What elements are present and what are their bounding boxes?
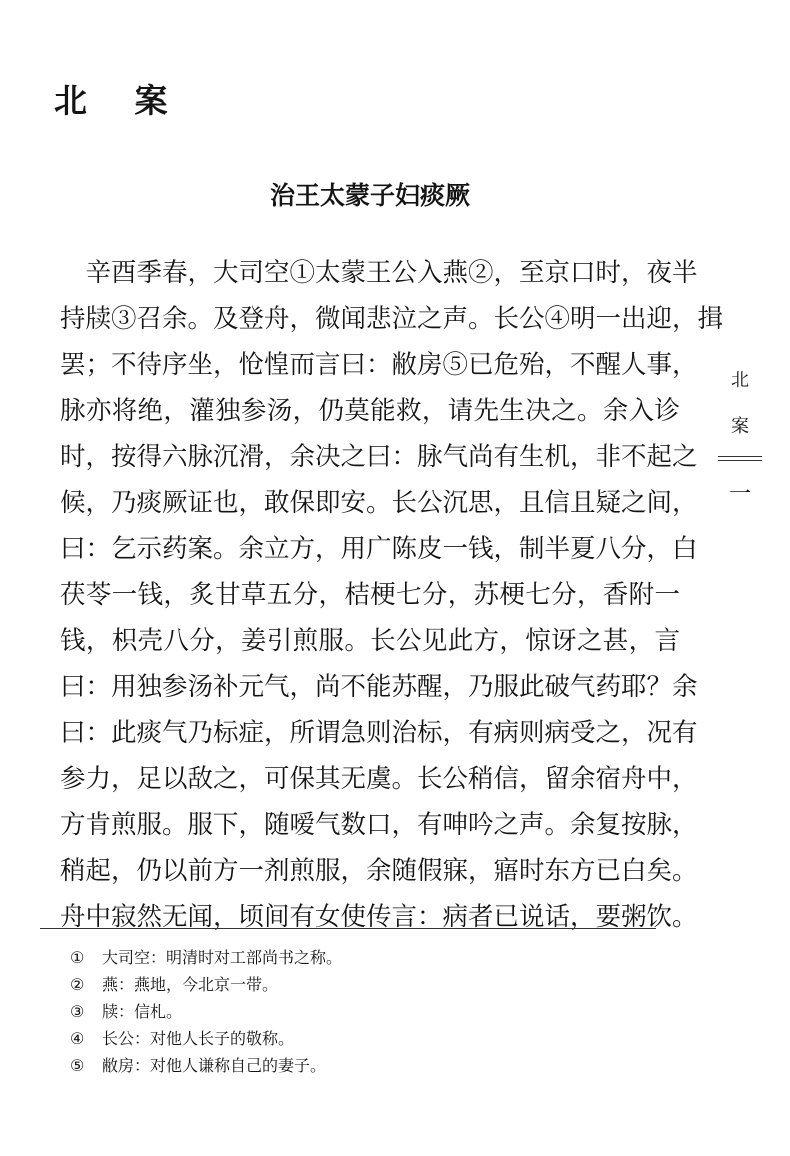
chapter-title: 北 案 [54, 81, 186, 120]
footnote-number: ④ [70, 1029, 85, 1048]
text-line: 方肯煎服。服下，随嗳气数口，有呻吟之声。余复按脉， [60, 810, 698, 840]
main-text [60, 250, 724, 940]
footnote-item [70, 944, 342, 971]
text-line: 茯苓一钱，炙甘草五分，桔梗七分，苏梗七分，香附一 [60, 580, 680, 610]
text-line: 辛酉季春，大司空①太蒙王公入燕②，至京口时，夜半 [60, 258, 698, 288]
footnote-text: 敝房：对他人谦称自己的妻子。 [102, 1056, 327, 1075]
text-line: 稍起，仍以前方一剂煎服，余随假寐，寤时东方已白矣。 [60, 856, 698, 886]
footnote-number: ⑤ [70, 1056, 85, 1075]
footnote-item [70, 998, 342, 1025]
page-number: 一 [728, 482, 751, 507]
running-header-char: 北 [731, 370, 749, 391]
text-line: 舟中寂然无闻，顷间有女使传言：病者已说话，要粥饮。 [60, 902, 698, 932]
footnote-number: ③ [70, 1002, 85, 1021]
footnote-item [70, 1025, 342, 1052]
footnote-text: 牍：信札。 [102, 1002, 183, 1021]
text-line: 曰：乞示药案。余立方，用广陈皮一钱，制半夏八分，白 [60, 534, 698, 564]
footnote-item [70, 971, 342, 998]
text-line: 曰：此痰气乃标症，所谓急则治标，有病则病受之，况有 [60, 718, 698, 748]
footnote-item [70, 1052, 342, 1079]
text-line: 钱，枳壳八分，姜引煎服。长公见此方，惊讶之甚，言 [60, 626, 680, 656]
running-header-tab [716, 358, 764, 515]
running-header-char: 案 [731, 416, 749, 437]
footnotes [70, 944, 342, 1079]
text-line: 候，乃痰厥证也，敢保即安。长公沉思，且信且疑之间， [60, 488, 698, 518]
footnote-text: 燕：燕地，今北京一带。 [102, 975, 279, 994]
footnote-text: 大司空：明清时对工部尚书之称。 [102, 948, 343, 967]
footnote-number: ② [70, 975, 85, 994]
footnote-divider [40, 928, 656, 929]
text-line: 曰：用独参汤补元气，尚不能苏醒，乃服此破气药耶？余 [60, 672, 698, 702]
text-line: 持牍③召余。及登舟，微闻悲泣之声。长公④明一出迎，揖 [60, 304, 724, 334]
text-line: 脉亦将绝，灌独参汤，仍莫能救，请先生决之。余入诊 [60, 396, 680, 426]
section-title: 治王太蒙子妇痰厥 [269, 181, 470, 210]
text-line: 时，按得六脉沉滑，余决之曰：脉气尚有生机，非不起之 [60, 442, 698, 472]
footnote-number: ① [70, 948, 85, 967]
footnote-text: 长公：对他人长子的敬称。 [102, 1029, 295, 1048]
running-header-divider [718, 456, 762, 461]
text-line: 罢；不待序坐，怆惶而言曰：敝房⑤已危殆，不醒人事， [60, 350, 698, 380]
text-line: 参力，足以敌之，可保其无虞。长公稍信，留余宿舟中， [60, 764, 698, 794]
